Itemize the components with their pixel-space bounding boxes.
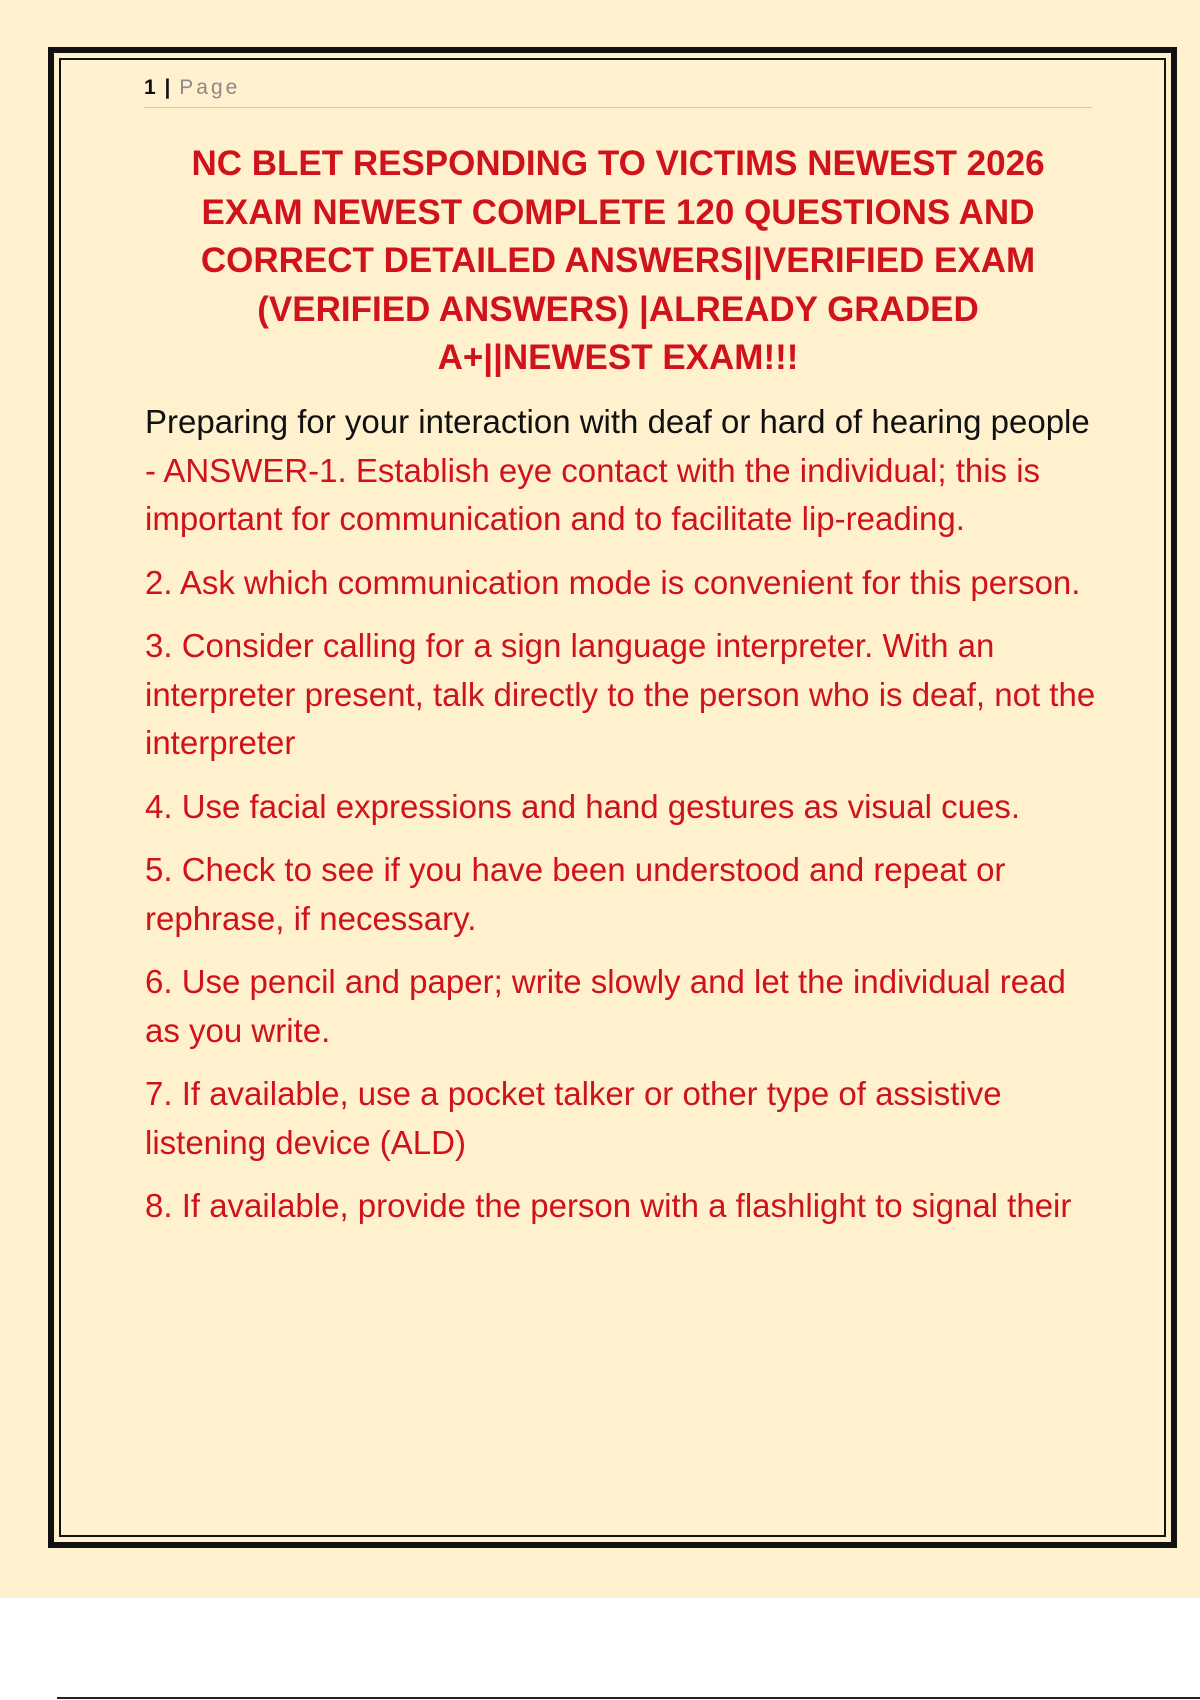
answer-item-1: 1. Establish eye contact with the individual; this is important for communication and to facilitate lip-reading. <box>145 451 1041 537</box>
document-title: NC BLET RESPONDING TO VICTIMS NEWEST 2026 EXAM NEWEST COMPLETE 120 QUESTIONS AND CORRECT DETAILED ANSWERS||VERIFIED EXAM (VERIFIED ANSWERS) |ALREADY GRADED A+||NEWEST EXAM!!! <box>191 144 1045 377</box>
answer-item-7: 7. If available, use a pocket talker or other type of assistive listening device (ALD) <box>145 1075 1002 1161</box>
page-number: 1 <box>144 76 156 99</box>
answer-item-8: 8. If available, provide the person with a flashlight to signal their <box>145 1187 1072 1224</box>
answer-item-6: 6. Use pencil and paper; write slowly and let the individual read as you write. <box>145 963 1066 1049</box>
page-separator: | <box>164 76 171 99</box>
question-block <box>145 398 1105 544</box>
document-body <box>145 398 1105 1246</box>
page-header <box>144 73 1092 108</box>
answer-item-4: 4. Use facial expressions and hand gestures as visual cues. <box>145 787 1020 825</box>
answer-item-2: 2. Ask which communication mode is convenient for this person. <box>145 563 1081 601</box>
answer-prefix: - ANSWER- <box>145 451 320 489</box>
answer-item-3: 3. Consider calling for a sign language interpreter. With an interpreter present, talk directly to the person who is deaf, not the interpreter <box>145 627 1096 761</box>
question-text: Preparing for your interaction with deaf or hard of hearing people <box>145 403 1090 440</box>
page-label: Page <box>179 76 241 99</box>
bottom-divider <box>57 1697 1200 1699</box>
answer-item-5: 5. Check to see if you have been understood and repeat or rephrase, if necessary. <box>145 851 1006 937</box>
